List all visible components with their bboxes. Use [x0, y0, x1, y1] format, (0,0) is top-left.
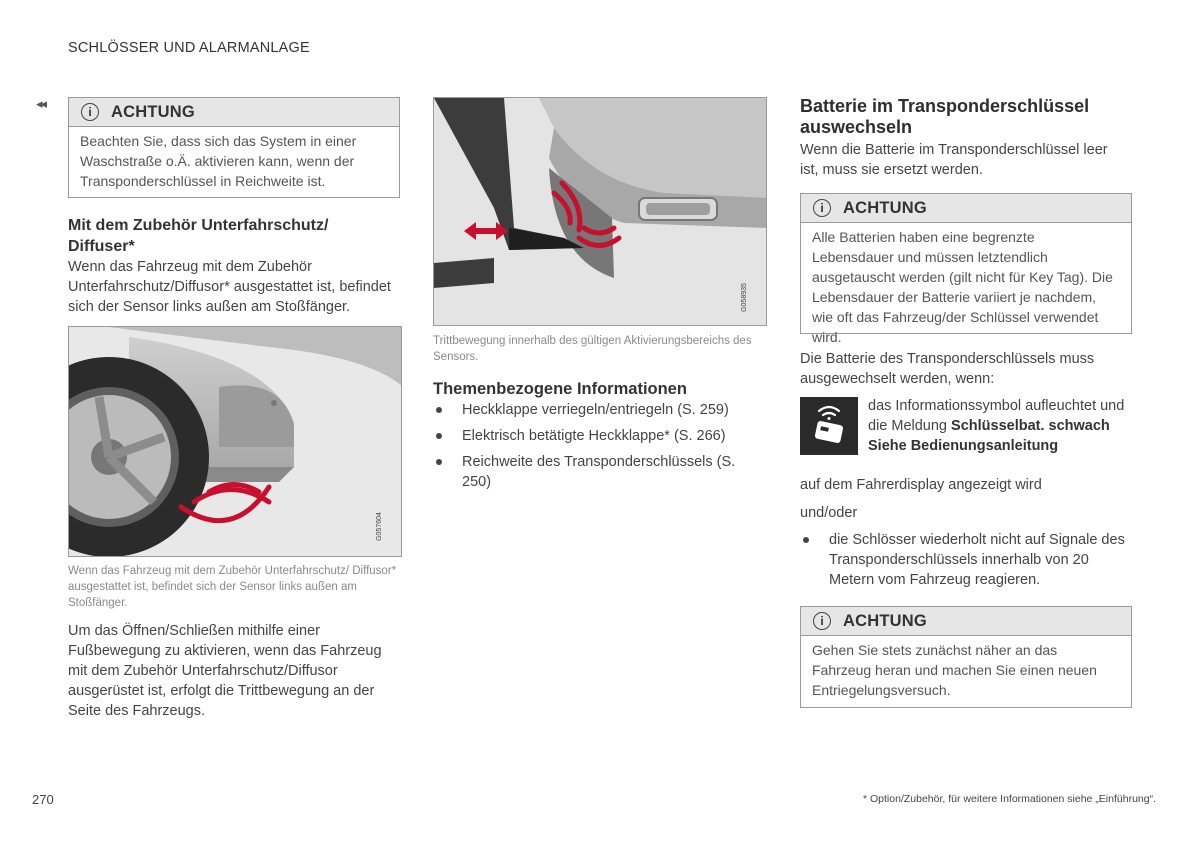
section-heading-diffuser: Mit dem Zubehör Unterfahrschutz/ Diffuser*: [68, 217, 329, 255]
display-message: Schlüsselbat. schwach Siehe Bedienungsanleitung: [868, 418, 1110, 454]
paragraph-battery-intro: Wenn die Batterie im Transponderschlüssel leer ist, muss sie ersetzt werden.: [800, 142, 1108, 178]
symbol-description-end: auf dem Fahrerdisplay angezeigt wird: [800, 477, 1042, 493]
section-header: SCHLÖSSER UND ALARMANLAGE: [68, 40, 310, 56]
condition-list: [800, 530, 1125, 596]
back-nav-icon[interactable]: ◂◂: [36, 96, 46, 111]
warning-box-wash: [68, 97, 400, 198]
warning-header: [801, 194, 1131, 223]
section-heading-battery: Batterie im Transponderschlüssel auswechseln: [800, 96, 1090, 137]
car-side-drawing: [69, 327, 402, 557]
section-heading-related: Themenbezogene Informationen: [433, 380, 687, 398]
paragraph-diffuser-intro: Wenn das Fahrzeug mit dem Zubehör Unterfahrschutz/Diffusor* ausgestattet ist, befindet sich der Sensor links außen am Stoßfänger.: [68, 259, 391, 315]
footnote: * Option/Zubehör, für weitere Informationen siehe „Einführung“.: [863, 793, 1156, 805]
symbol-description: [868, 396, 1130, 456]
warning-text: Beachten Sie, dass sich das System in einer Waschstraße o.Ä. aktivieren kann, wenn der Transponderschlüssel in Reichweite ist.: [80, 133, 357, 189]
paragraph-foot-movement: Um das Öffnen/Schließen mithilfe einer Fußbewegung zu aktivieren, wenn das Fahrzeug mit dem Zubehör Unterfahrschutz/Diffusor ausgerüstet ist, erfolgt die Trittbewegung an der Seite des Fahrzeugs.: [68, 623, 382, 719]
info-icon: i: [81, 103, 99, 121]
and-or-text: und/oder: [800, 505, 858, 521]
warning-header: [801, 607, 1131, 636]
illustration-kick-motion: [433, 97, 767, 326]
info-icon: i: [813, 199, 831, 217]
warning-text: Alle Batterien haben eine begrenzte Lebensdauer und müssen letztendlich ausgetauscht werden (gilt nicht für Key Tag). Die Lebensdauer der Batterie variiert je nachdem, wie oft das Fahrzeug/der Schlüssel verwendet wird.: [812, 229, 1113, 345]
info-icon: i: [813, 612, 831, 630]
image-caption-kick: Trittbewegung innerhalb des gültigen Aktivierungsbereichs des Sensors.: [433, 335, 752, 363]
related-link[interactable]: Reichweite des Transponderschlüssels (S. 250): [433, 452, 763, 492]
warning-title: ACHTUNG: [843, 611, 927, 630]
related-links-list: [433, 400, 763, 498]
related-link[interactable]: Heckklappe verriegeln/entriegeln (S. 259): [433, 400, 763, 420]
image-code: G057604: [375, 512, 383, 541]
image-caption-sensor: Wenn das Fahrzeug mit dem Zubehör Unterfahrschutz/ Diffusor* ausgestattet ist, befindet sich der Sensor links außen am Stoßfänger.: [68, 565, 397, 609]
key-battery-warning-icon: [800, 397, 858, 455]
related-link[interactable]: Elektrisch betätigte Heckklappe* (S. 266): [433, 426, 763, 446]
image-code: G058935: [740, 283, 748, 312]
condition-item: die Schlösser wiederholt nicht auf Signale des Transponderschlüssels innerhalb von 20 Metern vom Fahrzeug reagieren.: [800, 530, 1125, 590]
warning-header: [69, 98, 399, 127]
warning-title: ACHTUNG: [843, 198, 927, 217]
warning-text: Gehen Sie stets zunächst näher an das Fahrzeug heran und machen Sie einen neuen Entriegelungsversuch.: [812, 642, 1097, 698]
kick-motion-drawing: [434, 98, 767, 326]
illustration-sensor-position: [68, 326, 402, 557]
paragraph-replace-when: Die Batterie des Transponderschlüssels muss ausgewechselt werden, wenn:: [800, 351, 1095, 387]
warning-box-retry: [800, 606, 1132, 708]
warning-title: ACHTUNG: [111, 102, 195, 121]
page-number: 270: [32, 792, 54, 807]
warning-box-battery-life: [800, 193, 1132, 345]
symbol-text-a: das Informationssymbol aufleuchtet und die Meldung: [868, 398, 1125, 434]
